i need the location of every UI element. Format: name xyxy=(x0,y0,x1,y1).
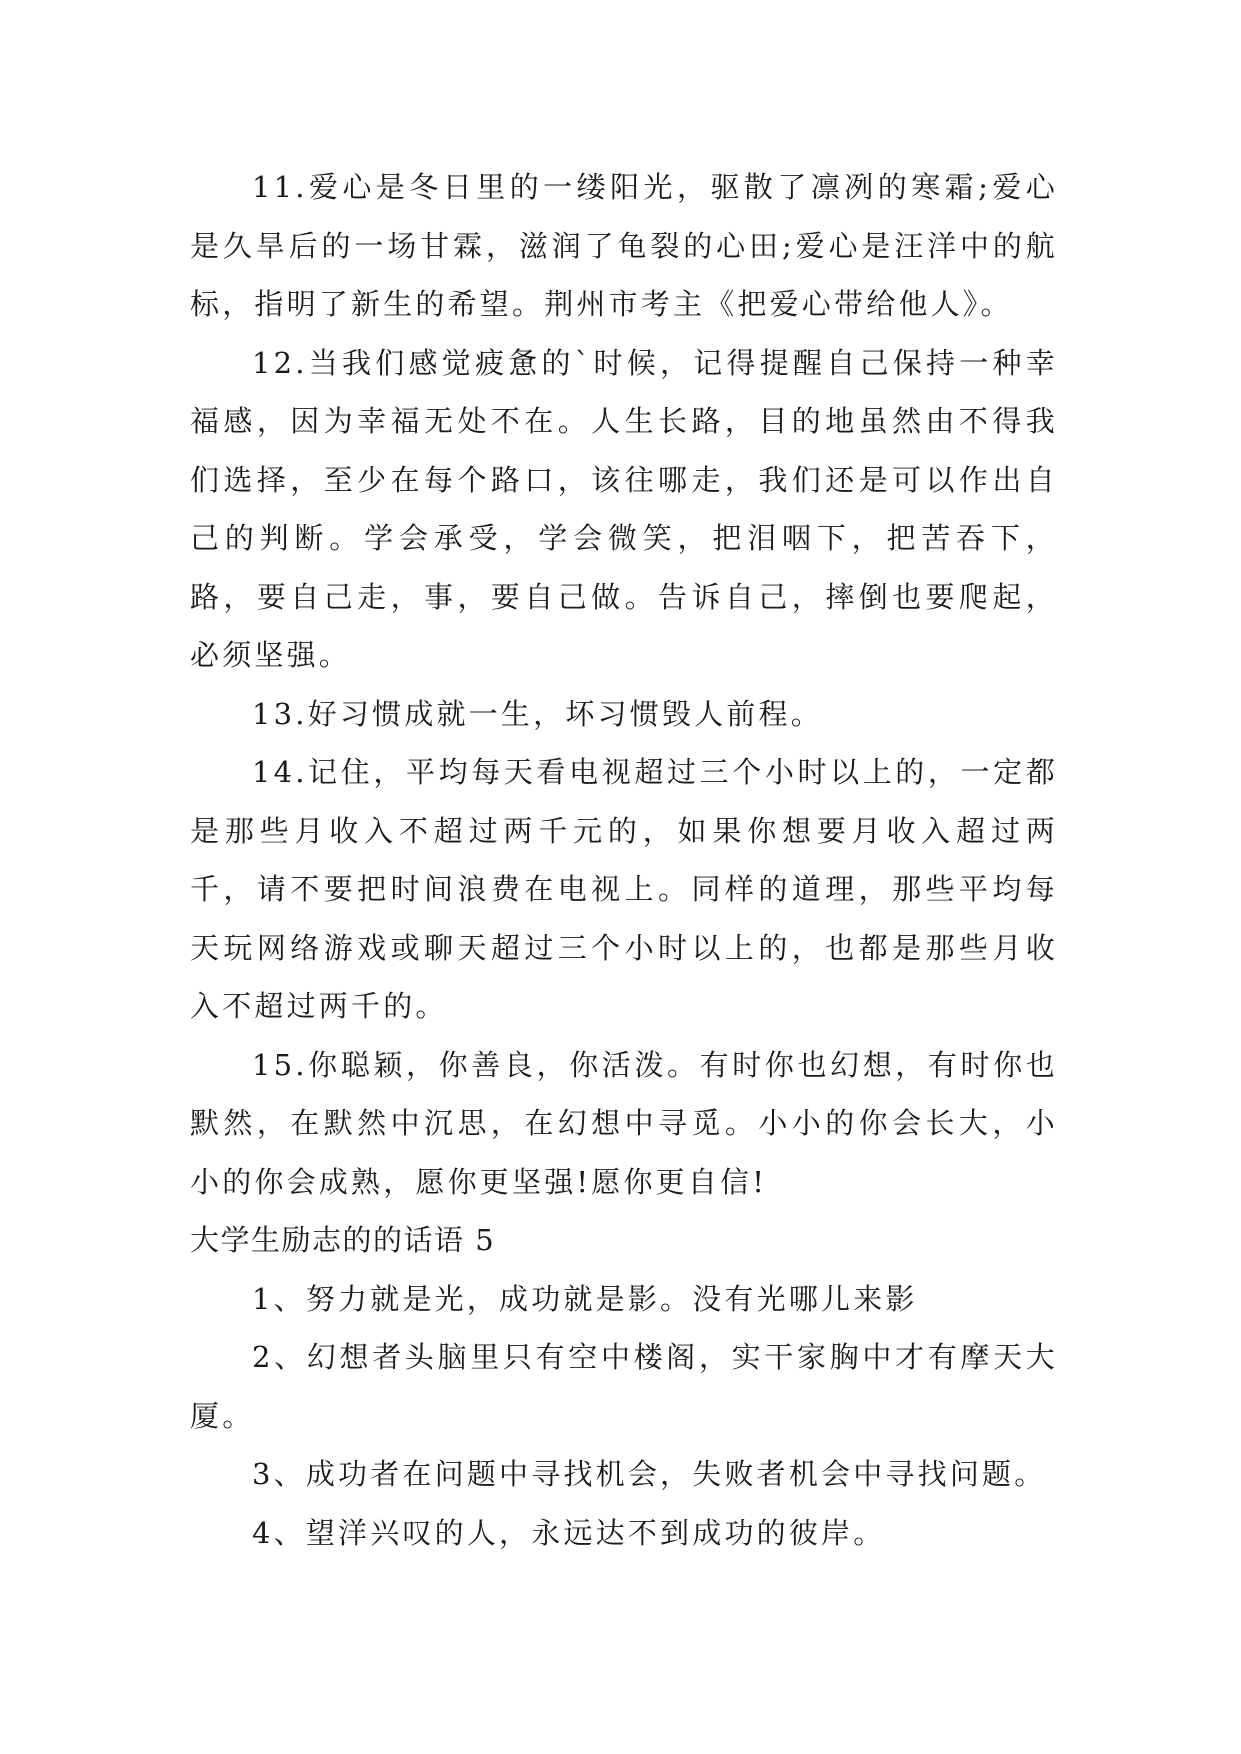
list-item-1: 1、努力就是光，成功就是影。没有光哪儿来影 xyxy=(252,1281,918,1316)
document-page xyxy=(190,158,1058,1562)
list-item-4: 4、望洋兴叹的人，永远达不到成功的彼岸。 xyxy=(252,1515,886,1550)
quote-paragraph-12: 12.当我们感觉疲惫的`时候，记得提醒自己保持一种幸福感，因为幸福无处不在。人生长路，目的地虽然由不得我们选择，至少在每个路口，该往哪走，我们还是可以作出自己的判断。学会承受，学会微笑，把泪咽下，把苦吞下，路，要自己走，事，要自己做。告诉自己，摔倒也要爬起，必须坚强。 xyxy=(190,345,1058,672)
quote-paragraph-15: 15.你聪颖，你善良，你活泼。有时你也幻想，有时你也默然，在默然中沉思，在幻想中寻觅。小小的你会长大，小小的你会成熟，愿你更坚强!愿你更自信! xyxy=(190,1047,1058,1199)
list-item-3: 3、成功者在问题中寻找机会，失败者机会中寻找问题。 xyxy=(252,1457,1047,1491)
list-item-2: 2、幻想者头脑里只有空中楼阁，实干家胸中才有摩天大厦。 xyxy=(190,1340,1058,1433)
section-heading: 大学生励志的的话语 5 xyxy=(190,1223,496,1257)
quote-paragraph-14: 14.记住，平均每天看电视超过三个小时以上的，一定都是那些月收入不超过两千元的，如果你想要月收入超过两千，请不要把时间浪费在电视上。同样的道理，那些平均每天玩网络游戏或聊天超过三个小时以上的，也都是那些月收入不超过两千的。 xyxy=(190,755,1058,1023)
quote-paragraph-11: 11.爱心是冬日里的一缕阳光，驱散了凛冽的寒霜;爱心是久旱后的一场甘霖，滋润了龟裂的心田;爱心是汪洋中的航标，指明了新生的希望。荆州市考主《把爱心带给他人》。 xyxy=(190,170,1058,321)
quote-paragraph-13: 13.好习惯成就一生，坏习惯毁人前程。 xyxy=(252,696,823,731)
